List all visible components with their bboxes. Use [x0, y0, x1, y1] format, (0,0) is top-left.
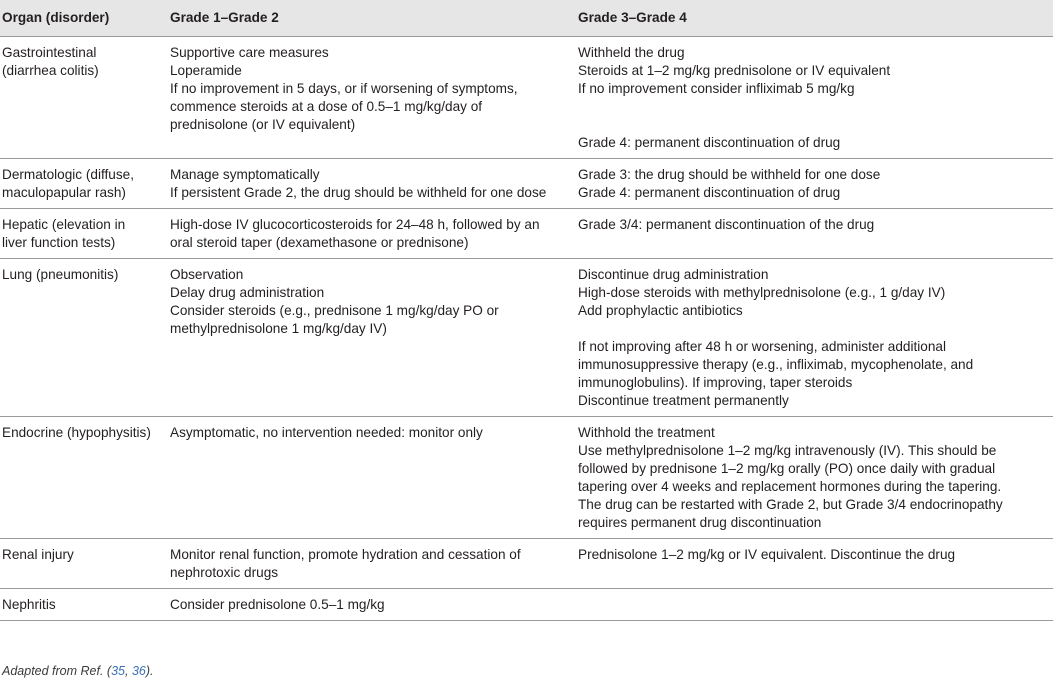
table-header: [0, 0, 1053, 36]
table-row: [0, 416, 1053, 538]
table-row: [0, 208, 1053, 258]
cell-line: Steroids at 1–2 mg/kg prednisolone or IV equivalent: [578, 62, 891, 78]
cell-line: Dermatologic (diffuse,: [2, 166, 134, 182]
cell-line: Prednisolone 1–2 mg/kg or IV equivalent. Discontinue the drug: [578, 546, 956, 562]
cell-line: Grade 4: permanent discontinuation of drug: [578, 134, 841, 150]
grade-1-2-cell: [162, 258, 570, 416]
grade-1-2-cell: [162, 538, 570, 588]
organ-cell: [0, 258, 162, 416]
cell-line: Observation: [170, 266, 244, 282]
cell-line: tapering over 4 weeks and replacement hormones during the tapering.: [578, 478, 1002, 494]
cell-line: If not improving after 48 h or worsening, administer additional: [578, 338, 946, 354]
grade-3-4-cell: [570, 36, 1053, 158]
cell-line: If no improvement consider infliximab 5 mg/kg: [578, 80, 855, 96]
cell-line: Add prophylactic antibiotics: [578, 302, 743, 318]
table-row: [0, 158, 1053, 208]
cell-line: Use methylprednisolone 1–2 mg/kg intravenously (IV). This should be: [578, 442, 997, 458]
cell-line: If no improvement in 5 days, or if worsening of symptoms,: [170, 80, 518, 96]
header-grade-3-4: Grade 3–Grade 4: [570, 0, 1053, 36]
grade-3-4-cell: [570, 208, 1053, 258]
cell-line: The drug can be restarted with Grade 2, but Grade 3/4 endocrinopathy: [578, 496, 1003, 512]
organ-cell: [0, 36, 162, 158]
footnote-prefix: Adapted from Ref. (: [2, 664, 112, 678]
table-row: [0, 36, 1053, 158]
grade-3-4-cell: [570, 416, 1053, 538]
cell-line: Renal injury: [2, 546, 74, 562]
footnote: [2, 662, 153, 680]
cell-line: requires permanent drug discontinuation: [578, 514, 822, 530]
cell-line: liver function tests): [2, 234, 116, 250]
grade-1-2-cell: [162, 158, 570, 208]
cell-line: methylprednisolone 1 mg/kg/day IV): [170, 320, 387, 336]
cell-line: Endocrine (hypophysitis): [2, 424, 151, 440]
grade-3-4-cell: [570, 588, 1053, 620]
cell-line: Withhold the treatment: [578, 424, 715, 440]
grade-3-4-cell: [570, 258, 1053, 416]
cell-line: Gastrointestinal: [2, 44, 97, 60]
cell-line: (diarrhea colitis): [2, 62, 99, 78]
cell-line: nephrotoxic drugs: [170, 564, 279, 580]
cell-line: High-dose IV glucocorticosteroids for 24–48 h, followed by an: [170, 216, 540, 232]
table-row: [0, 588, 1053, 620]
blank-line: [578, 116, 1053, 134]
organ-cell: [0, 538, 162, 588]
cell-line: Loperamide: [170, 62, 242, 78]
footnote-separator: ,: [124, 664, 132, 678]
cell-line: High-dose steroids with methylprednisolone (e.g., 1 g/day IV): [578, 284, 946, 300]
cell-line: Consider prednisolone 0.5–1 mg/kg: [170, 596, 385, 612]
cell-line: Grade 3: the drug should be withheld for one dose: [578, 166, 881, 182]
reference-link-36[interactable]: 36: [131, 664, 146, 678]
cell-line: Consider steroids (e.g., prednisone 1 mg/kg/day PO or: [170, 302, 499, 318]
cell-line: Discontinue drug administration: [578, 266, 769, 282]
header-organ: Organ (disorder): [0, 0, 162, 36]
cell-line: Monitor renal function, promote hydration and cessation of: [170, 546, 521, 562]
cell-line: Discontinue treatment permanently: [578, 392, 789, 408]
cell-line: Asymptomatic, no intervention needed: monitor only: [170, 424, 483, 440]
cell-line: maculopapular rash): [2, 184, 126, 200]
cell-line: Withheld the drug: [578, 44, 685, 60]
header-row: [0, 0, 1053, 36]
cell-line: followed by prednisone 1–2 mg/kg orally (PO) once daily with gradual: [578, 460, 996, 476]
cell-line: immunoglobulins). If improving, taper steroids: [578, 374, 853, 390]
grade-1-2-cell: [162, 588, 570, 620]
cell-line: Grade 4: permanent discontinuation of drug: [578, 184, 841, 200]
grade-1-2-cell: [162, 416, 570, 538]
table-row: [0, 258, 1053, 416]
blank-line: [578, 320, 1053, 338]
grade-1-2-cell: [162, 36, 570, 158]
cell-line: Delay drug administration: [170, 284, 325, 300]
cell-line: oral steroid taper (dexamethasone or prednisone): [170, 234, 469, 250]
cell-line: Lung (pneumonitis): [2, 266, 119, 282]
table-row: [0, 538, 1053, 588]
cell-line: commence steroids at a dose of 0.5–1 mg/kg/day of: [170, 98, 483, 114]
grade-3-4-cell: [570, 538, 1053, 588]
cell-line: Grade 3/4: permanent discontinuation of the drug: [578, 216, 875, 232]
table-body: [0, 36, 1053, 620]
footnote-suffix: ).: [145, 664, 154, 678]
cell-line: If persistent Grade 2, the drug should be withheld for one dose: [170, 184, 547, 200]
organ-cell: [0, 416, 162, 538]
cell-line: prednisolone (or IV equivalent): [170, 116, 356, 132]
cell-line: immunosuppressive therapy (e.g., infliximab, mycophenolate, and: [578, 356, 974, 372]
grade-1-2-cell: [162, 208, 570, 258]
blank-line: [578, 98, 1053, 116]
header-grade-1-2: Grade 1–Grade 2: [162, 0, 570, 36]
reference-link-35[interactable]: 35: [111, 664, 125, 678]
cell-line: Manage symptomatically: [170, 166, 320, 182]
organ-cell: [0, 588, 162, 620]
cell-line: Supportive care measures: [170, 44, 329, 60]
grade-3-4-cell: [570, 158, 1053, 208]
organ-cell: [0, 158, 162, 208]
cell-line: Nephritis: [2, 596, 56, 612]
cell-line: Hepatic (elevation in: [2, 216, 126, 232]
organ-cell: [0, 208, 162, 258]
